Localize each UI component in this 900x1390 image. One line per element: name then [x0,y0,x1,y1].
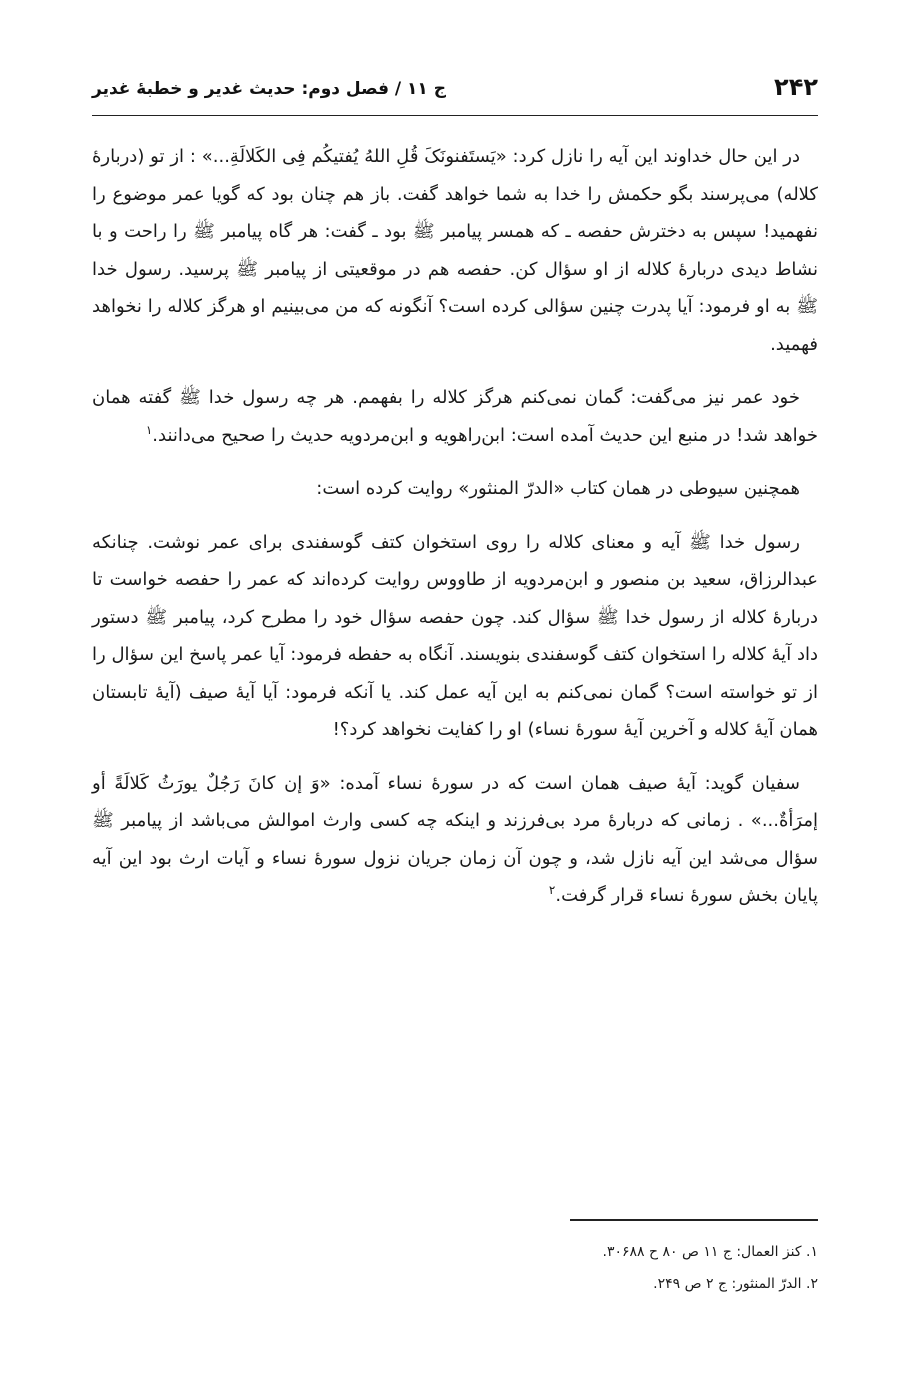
paragraph-4 [92,524,818,749]
page-header [92,60,818,116]
page-number: ۲۴۲ [774,73,818,101]
running-title: ج ۱۱ / فصل دوم: حدیث غدیر و خطبهٔ غدیر [92,79,446,99]
header-rule [92,115,818,116]
paragraph-3-text: همچنین سیوطی در همان کتاب «الدرّ المنثور» روایت کرده است: [316,478,800,499]
footnote-ref-2[interactable]: ۲ [548,883,556,897]
body-text [92,138,818,931]
footnote-ref-1[interactable]: ۱ [145,422,153,437]
footnote-1: ۱. کنز العمال: ج ۱۱ ص ۸۰ ح ۳۰۶۸۸. [602,1244,818,1260]
footnote-rule [570,1219,818,1221]
paragraph-1 [92,138,818,363]
paragraph-4-text: رسول خدا ﷺ آیه و معنای کلاله را روی استخوان کتف گوسفندی برای عمر نوشت. چنانکه عبدالرزاق، سعید بن منصور و ابن‌مردویه از طاووس روایت کرده‌اند که عمر را حفصه خواست تا دربارهٔ کلاله از رسول خدا ﷺ سؤال کند. چون حفصه سؤال خود را مطرح کرد، پیامبر ﷺ دستور داد آیهٔ کلاله را استخوان کتف گوسفندی بنویسند. آنگاه به حفطه فرمود: آیا عمر پاسخ این سؤال را از تو خواسته است؟ گمان نمی‌کنم به این آیه عمل کند. یا آنکه فرمود: آیا آیهٔ صیف (آیهٔ تابستان همان آیهٔ کلاله و آخرین آیهٔ سورهٔ نساء) او را کفایت نخواهد کرد؟! [92,531,818,740]
paragraph-1-text: در این حال خداوند این آیه را نازل کرد: «یَستَفنونَکَ قُلِ اللهُ یُفتیکُم فِی الکَلالَةِ...» : از تو (دربارهٔ کلاله) می‌پرسند بگو حکمش را خدا به شما خواهد گفت. باز هم چنان بود که گویا عمر موضوع را نفهمید! سپس به دخترش حفصه ـ که همسر پیامبر ﷺ بود ـ گفت: هر گاه پیامبر ﷺ را راحت و با نشاط دیدی دربارهٔ کلاله از او سؤال کن. حفصه هم در موقعیتی از پیامبر ﷺ پرسید. رسول خدا ﷺ به او فرمود: آیا پدرت چنین سؤالی کرده است؟ آنگونه که من می‌بینیم او هرگز کلاله را نخواهد فهمید. [92,146,818,355]
paragraph-3 [92,470,818,508]
paragraph-5-text: سفیان گوید: آیهٔ صیف همان است که در سورهٔ نساء آمده: «وَ إن کانَ رَجُلٌ یورَثُ کَلالَةً أو إمرَأةٌ...» . زمانی که دربارهٔ مرد بی‌فرزند و اینکه چه کسی وارث اموالش می‌باشد از پیامبر ﷺ سؤال می‌شد این آیه نازل شد، و چون آن زمان جریان نزول سورهٔ نساء و آیات ارث بود این آیه پایان بخش سورهٔ نساء قرار گرفت. [92,772,818,906]
paragraph-2 [92,379,818,454]
footnotes [92,1236,818,1300]
paragraph-5 [92,765,818,915]
footnote-2: ۲. الدرّ المنثور: ج ۲ ص ۲۴۹. [653,1276,818,1292]
paragraph-2-text: خود عمر نیز می‌گفت: گمان نمی‌کنم هرگز کلاله را بفهمم. هر چه رسول خدا ﷺ گفته همان خواهد شد! در منبع این حدیث آمده است: ابن‌راهویه و ابن‌مردویه حدیث را صحیح می‌دانند. [92,387,818,446]
